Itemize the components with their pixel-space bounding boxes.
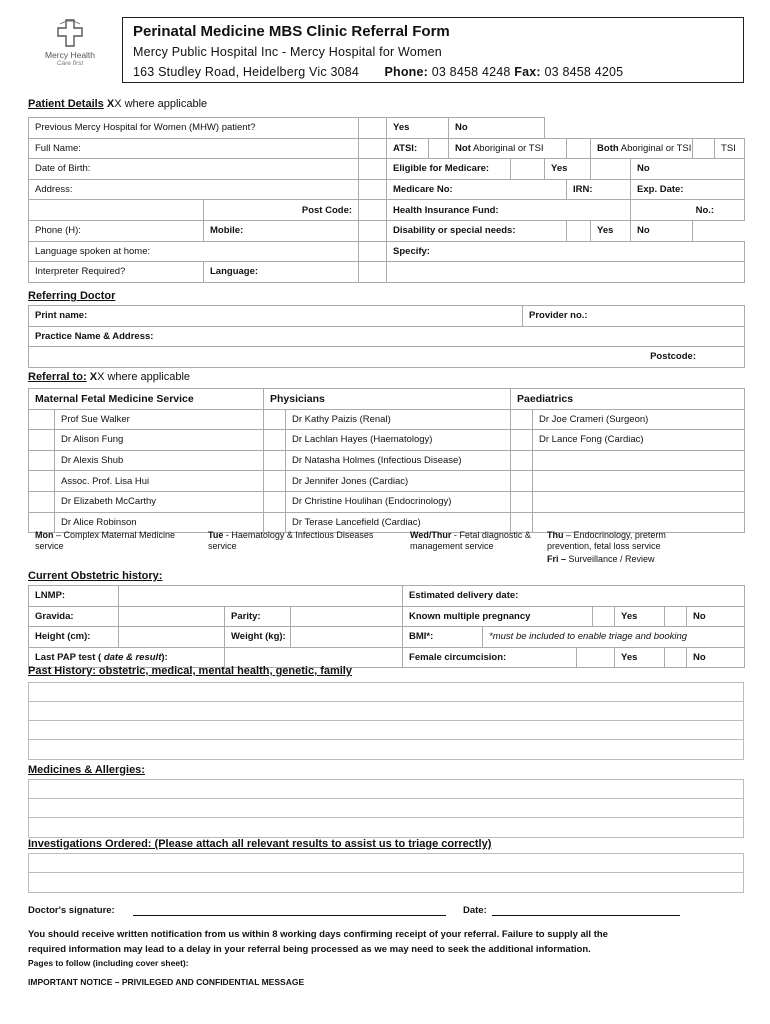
referral-checkbox[interactable] [29,491,55,512]
fax-label: Fax: [514,65,541,79]
paediatrics-doctor[interactable] [533,450,745,471]
referral-row [29,430,745,451]
signature-line[interactable] [133,915,446,916]
cross-logo-icon [52,18,88,48]
physician-doctor[interactable]: Dr Natasha Holmes (Infectious Disease) [286,450,511,471]
paediatrics-doctor[interactable]: Dr Lance Fong (Cardiac) [533,430,745,451]
referral-checkbox[interactable] [264,450,286,471]
address-field[interactable]: Address: [29,179,359,200]
physician-doctor[interactable]: Dr Christine Houlihan (Endocrinology) [286,491,511,512]
mfm-doctor[interactable]: Dr Elizabeth McCarthy [55,491,264,512]
investigations-heading: Investigations Ordered: (Please attach all relevant results to assist us to triage correctly) [28,838,492,850]
fax-number: 03 8458 4205 [544,65,624,79]
fgc-yes-checkbox[interactable] [577,647,615,668]
referral-checkbox[interactable] [264,409,286,430]
paediatrics-heading: Paediatrics [511,389,745,410]
medicare-eligible-no[interactable]: No [631,159,745,180]
mfm-doctor[interactable]: Dr Alice Robinson [55,512,264,533]
specify-value[interactable] [387,262,745,283]
language-home-value[interactable] [359,241,387,262]
signature-label: Doctor's signature: [28,905,115,916]
notification-notice: You should receive written notification from us within 8 working days confirming receipt of your referral. Failure to supply all the required information may lead to a delay in your referral being processed as we may need to seek the additional information. [28,929,608,955]
referral-checkbox[interactable] [511,430,533,451]
practice-postcode-field[interactable]: Postcode: [29,347,745,368]
mfm-doctor[interactable]: Dr Alexis Shub [55,450,264,471]
practice-field[interactable]: Practice Name & Address: [29,326,745,347]
mfm-service-heading: Maternal Fetal Medicine Service [29,389,264,410]
fri-service-note: Fri – Surveillance / Review [547,554,655,564]
full-name-value[interactable] [359,138,387,159]
bmi-field[interactable]: BMI*: [403,627,483,648]
gravida-field[interactable]: Gravida: [29,606,119,627]
address-value[interactable] [359,179,387,200]
post-code-field[interactable]: Post Code: [204,200,359,221]
date-line[interactable] [492,915,680,916]
multiple-yes-checkbox[interactable] [593,606,615,627]
referral-table [28,388,745,533]
medicare-eligible-yes-checkbox[interactable] [511,159,545,180]
atsi-tsi-option[interactable]: TSI [715,138,745,159]
weight-field[interactable]: Weight (kg): [225,627,291,648]
past-history-heading: Past History: obstetric, medical, mental health, genetic, family [28,665,352,677]
atsi-label: ATSI: [387,138,429,159]
phone-label: Phone: [384,65,429,79]
dob-value[interactable] [359,159,387,180]
referring-doctor-heading: Referring Doctor [28,290,116,302]
physicians-heading: Physicians [264,389,511,410]
multiple-no-checkbox[interactable] [665,606,687,627]
referral-checkbox[interactable] [29,471,55,492]
medicare-no-field[interactable]: Medicare No: [387,179,567,200]
obstetric-table [28,585,745,668]
phone-home-field[interactable]: Phone (H): [29,220,204,241]
mfm-doctor[interactable]: Dr Alison Fung [55,430,264,451]
language-value[interactable] [359,262,387,283]
referral-checkbox[interactable] [264,430,286,451]
multiple-no[interactable]: No [687,606,745,627]
form-title: Perinatal Medicine MBS Clinic Referral Form [133,23,450,40]
medicare-eligible-no-checkbox[interactable] [591,159,631,180]
hospital-name: Mercy Public Hospital Inc - Mercy Hospital for Women [133,45,442,59]
paediatrics-doctor[interactable] [533,491,745,512]
interpreter-field[interactable]: Interpreter Required? [29,262,204,283]
referring-doctor-table [28,305,745,368]
edd-field[interactable]: Estimated delivery date: [403,586,745,607]
prev-mhw-label: Previous Mercy Hospital for Women (MHW) patient? [29,118,359,139]
logo-name: Mercy Health [44,50,96,60]
lnmp-value[interactable] [119,586,403,607]
disability-no[interactable]: No [631,220,693,241]
language-field[interactable]: Language: [204,262,359,283]
height-field[interactable]: Height (cm): [29,627,119,648]
referral-checkbox[interactable] [264,491,286,512]
multiple-yes[interactable]: Yes [615,606,665,627]
mon-service-note: Mon – Complex Maternal Medicine service [35,530,176,551]
disability-yes[interactable]: Yes [591,220,631,241]
referral-row [29,409,745,430]
bmi-note: *must be included to enable triage and booking [483,627,745,648]
header-box [122,17,744,83]
referral-checkbox[interactable] [29,409,55,430]
pap-test-field[interactable]: Last PAP test ( date & result): [29,647,225,668]
physician-doctor[interactable]: Dr Lachlan Hayes (Haematology) [286,430,511,451]
thu-service-note: Thu – Endocrinology, preterm prevention, fetal loss service [547,530,666,551]
past-history-lines[interactable] [28,682,744,760]
weight-value[interactable] [291,627,403,648]
important-notice: IMPORTANT NOTICE – PRIVILEGED AND CONFIDENTIAL MESSAGE [28,977,305,987]
referral-to-heading: Referral to: XX where applicable [28,371,191,383]
health-fund-field[interactable]: Health Insurance Fund: [387,200,631,221]
lnmp-field[interactable]: LNMP: [29,586,119,607]
referral-checkbox[interactable] [511,409,533,430]
hospital-address: 163 Studley Road, Heidelberg Vic 3084 [133,65,360,79]
mobile-value[interactable] [359,220,387,241]
prev-mhw-checkbox[interactable] [359,118,387,139]
referral-checkbox[interactable] [511,491,533,512]
fgc-yes[interactable]: Yes [615,647,665,668]
exp-date-field[interactable]: Exp. Date: [631,179,745,200]
atsi-both-option[interactable]: Both Aboriginal or TSI [591,138,693,159]
mfm-doctor[interactable]: Prof Sue Walker [55,409,264,430]
physician-doctor[interactable]: Dr Kathy Paizis (Renal) [286,409,511,430]
medicare-eligible-yes[interactable]: Yes [545,159,591,180]
specify-field[interactable]: Specify: [387,241,745,262]
pages-to-follow: Pages to follow (including cover sheet): [28,958,189,968]
referral-checkbox[interactable] [511,450,533,471]
paediatrics-doctor[interactable] [533,471,745,492]
gravida-value[interactable] [119,606,225,627]
referral-checkbox[interactable] [264,471,286,492]
referral-checkbox[interactable] [29,450,55,471]
referral-row [29,471,745,492]
disability-label: Disability or special needs: [387,220,567,241]
disability-yes-checkbox[interactable] [567,220,591,241]
contact-line [133,62,733,82]
fund-no-field[interactable]: No.: [631,200,745,221]
paediatrics-doctor[interactable]: Dr Joe Crameri (Surgeon) [533,409,745,430]
referral-row [29,491,745,512]
physician-doctor[interactable]: Dr Jennifer Jones (Cardiac) [286,471,511,492]
prev-mhw-no[interactable]: No [449,118,545,139]
medicines-heading: Medicines & Allergies: [28,764,145,776]
referral-checkbox[interactable] [511,471,533,492]
atsi-both-checkbox[interactable] [567,138,591,159]
provider-no-field[interactable]: Provider no.: [523,306,745,327]
mfm-doctor[interactable]: Assoc. Prof. Lisa Hui [55,471,264,492]
physician-doctor[interactable]: Dr Terase Lancefield (Cardiac) [286,512,511,533]
address-line-2[interactable] [29,200,204,221]
atsi-not-checkbox[interactable] [429,138,449,159]
fgc-label: Female circumcision: [403,647,577,668]
prev-mhw-yes[interactable]: Yes [387,118,449,139]
phone-number: 03 8458 4248 [431,65,511,79]
parity-field[interactable]: Parity: [225,606,291,627]
post-code-value[interactable] [359,200,387,221]
atsi-tsi-checkbox[interactable] [693,138,715,159]
medicare-eligible-label: Eligible for Medicare: [387,159,511,180]
obstetric-history-heading: Current Obstetric history: [28,570,163,582]
language-home-field[interactable]: Language spoken at home: [29,241,359,262]
mercy-health-logo [30,18,110,78]
parity-value[interactable] [291,606,403,627]
full-name-field[interactable]: Full Name: [29,138,359,159]
wed-thur-service-note: Wed/Thur - Fetal diagnostic & management service [410,530,531,551]
mobile-field[interactable]: Mobile: [204,220,359,241]
print-name-field[interactable]: Print name: [29,306,523,327]
referral-row [29,450,745,471]
investigations-lines[interactable] [28,853,744,893]
date-label: Date: [463,905,487,916]
atsi-not-option[interactable]: Not Aboriginal or TSI [449,138,567,159]
dob-field[interactable]: Date of Birth: [29,159,359,180]
height-value[interactable] [119,627,225,648]
multiple-pregnancy-label: Known multiple pregnancy [403,606,593,627]
referral-checkbox[interactable] [29,430,55,451]
medicines-lines[interactable] [28,779,744,838]
patient-details-table [28,117,745,283]
tue-service-note: Tue - Haematology & Infectious Diseases service [208,530,374,551]
logo-tagline: Care first [56,60,84,67]
irn-field[interactable]: IRN: [567,179,631,200]
patient-details-heading: Patient Details XX where applicable [28,98,208,110]
fgc-no[interactable]: No [687,647,745,668]
fgc-no-checkbox[interactable] [665,647,687,668]
